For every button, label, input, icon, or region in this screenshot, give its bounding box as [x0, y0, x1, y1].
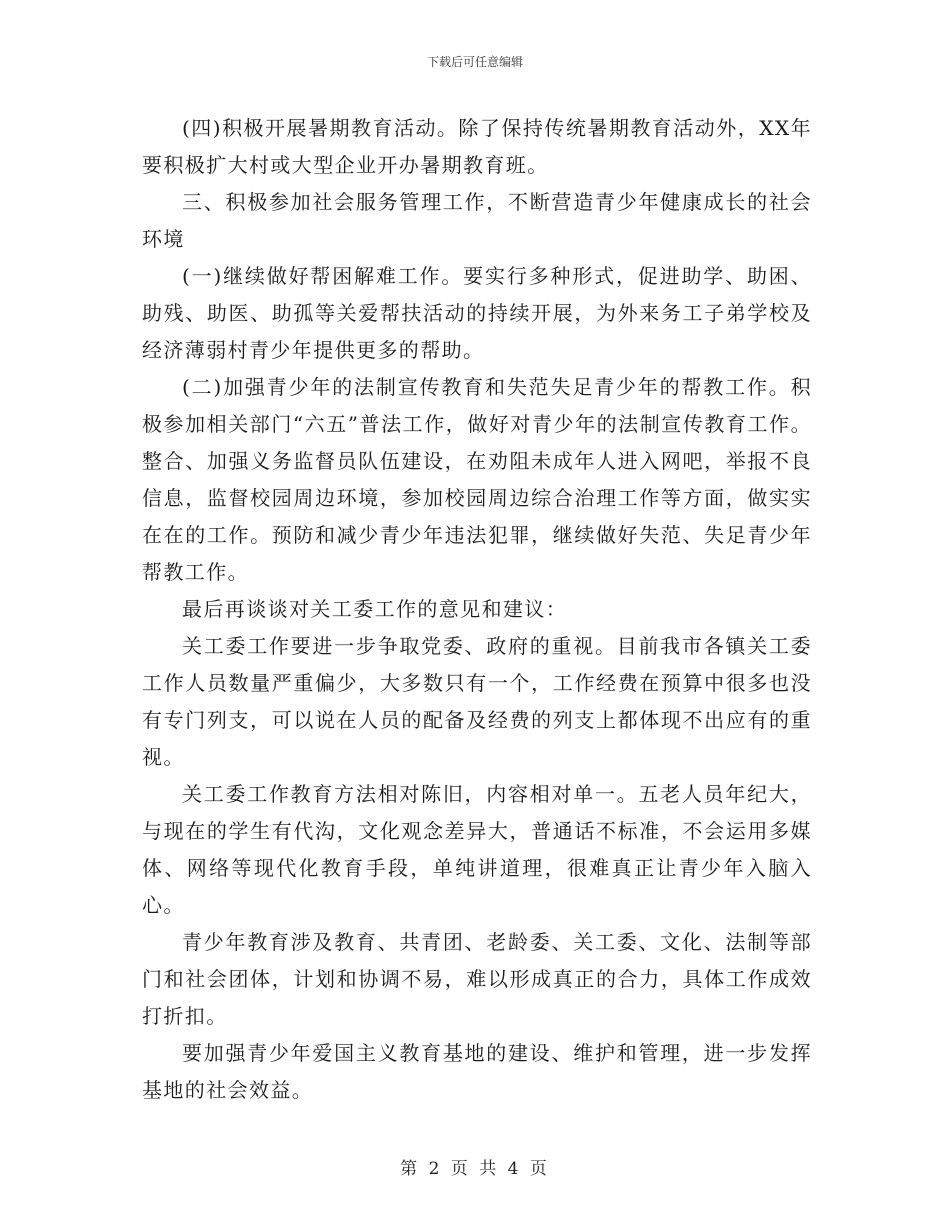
- page-footer: 第 2 页 共 4 页: [400, 1159, 550, 1179]
- paragraph: (二)加强青少年的法制宣传教育和失范失足青少年的帮教工作。积极参加相关部门“六五”普法工作，做好对青少年的法制宣传教育工作。整合、加强义务监督员队伍建设，在劝阻未成年人进入网吧，举报不良信息，监督校园周边环境，参加校园周边综合治理工作等方面，做实实在在的工作。预防和减少青少年违法犯罪，继续做好失范、失足青少年帮教工作。: [142, 375, 812, 584]
- paragraph: 关工委工作要进一步争取党委、政府的重视。目前我市各镇关工委工作人员数量严重偏少，大多数只有一个，工作经费在预算中很多也没有专门列支，可以说在人员的配备及经费的列支上都体现不出应有的重视。: [142, 634, 812, 769]
- paragraph: (一)继续做好帮困解难工作。要实行多种形式，促进助学、助困、助残、助医、助孤等关爱帮扶活动的持续开展，为外来务工子弟学校及经济薄弱村青少年提供更多的帮助。: [142, 264, 812, 362]
- page-header: 下载后可任意编辑: [426, 55, 523, 69]
- paragraph: 最后再谈谈对关工委工作的意见和建议：: [182, 597, 568, 621]
- paragraph: 青少年教育涉及教育、共青团、老龄委、关工委、文化、法制等部门和社会团体，计划和协调不易，难以形成真正的合力，具体工作成效打折扣。: [142, 930, 812, 1028]
- paragraph: 要加强青少年爱国主义教育基地的建设、维护和管理，进一步发挥基地的社会效益。: [142, 1041, 812, 1102]
- paragraph: (四)积极开展暑期教育活动。除了保持传统暑期教育活动外，XX年要积极扩大村或大型企业开办暑期教育班。: [142, 116, 812, 177]
- paragraph: 三、积极参加社会服务管理工作，不断营造青少年健康成长的社会环境: [142, 190, 812, 251]
- paragraph: 关工委工作教育方法相对陈旧，内容相对单一。五老人员年纪大，与现在的学生有代沟，文化观念差异大，普通话不标准，不会运用多媒体、网络等现代化教育手段，单纯讲道理，很难真正让青少年入脑入心。: [142, 782, 812, 917]
- document-body: [142, 110, 812, 1109]
